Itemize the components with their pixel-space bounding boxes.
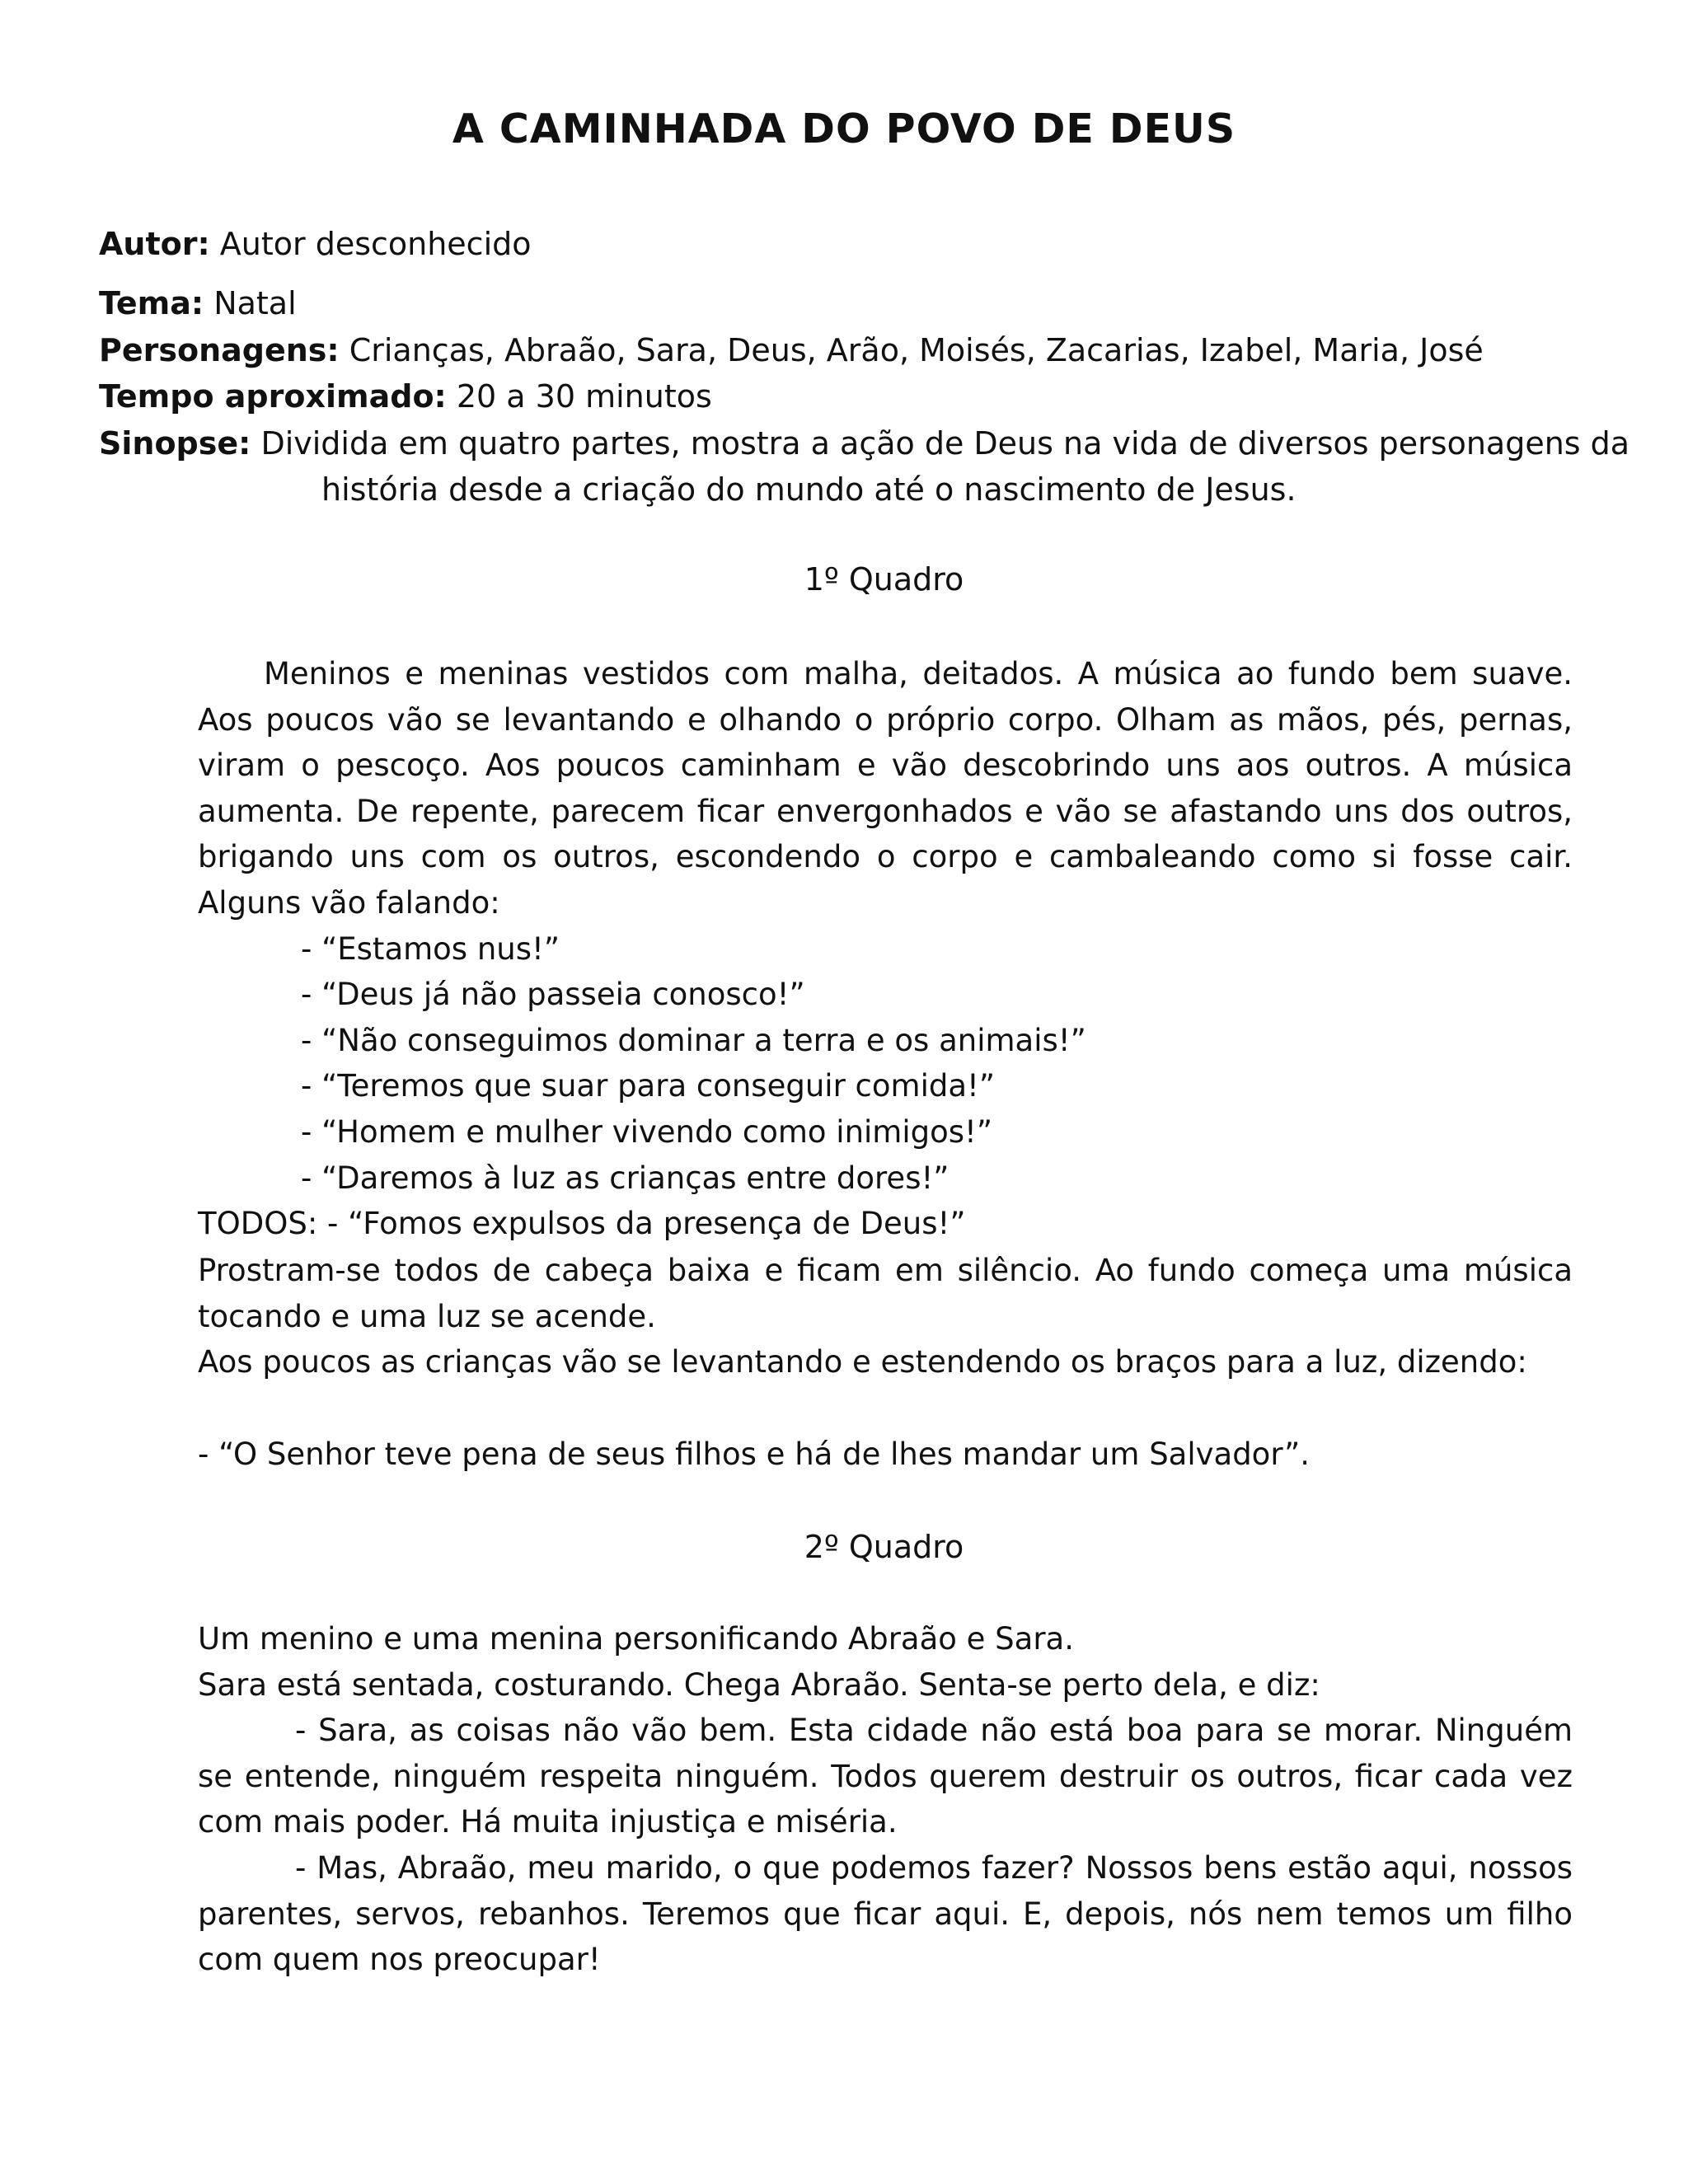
quadro-1-closing: [198, 1248, 1573, 1385]
autor-label: Autor:: [99, 226, 210, 262]
senhor-line-block: [198, 1432, 1573, 1478]
meta-autor: [99, 221, 1582, 267]
sinopse-line-1: Dividida em quatro partes, mostra a ação de Deus na vida de diversos personagens da: [260, 425, 1630, 462]
personagens-value: Crianças, Abraão, Sara, Deus, Arão, Moisés, Zacarias, Izabel, Maria, José: [349, 332, 1484, 368]
dialogue-line: - “Daremos à luz as crianças entre dores!”: [301, 1160, 950, 1196]
sinopse-line-2: história desde a criação do mundo até o nascimento de Jesus.: [321, 471, 1296, 508]
quadro-2-line-2: Sara está sentada, costurando. Chega Abraão. Senta-se perto dela, e diz:: [198, 1666, 1320, 1703]
meta-sinopse: [99, 420, 1630, 508]
quadro-2-line-1: Um menino e uma menina personificando Abraão e Sara.: [198, 1621, 1074, 1657]
quadro-1-heading: 1º Quadro: [804, 561, 964, 598]
dialogue-line: - “Teremos que suar para conseguir comida!”: [301, 1068, 996, 1104]
quadro-2-body: [198, 1616, 1573, 1983]
meta-personagens: [99, 327, 1582, 373]
prostram-paragraph: Prostram-se todos de cabeça baixa e ficam em silêncio. Ao fundo começa uma música tocando e uma luz se acende.: [198, 1253, 1573, 1334]
senhor-line: - “O Senhor teve pena de seus filhos e há de lhes mandar um Salvador”.: [198, 1436, 1311, 1472]
speech-abraao: - Sara, as coisas não vão bem. Esta cidade não está boa para se morar. Ninguém se entende, ninguém respeita ninguém. Todos querem destruir os outros, ficar cada vez com mais poder. Há muita injustiça e miséria.: [198, 1713, 1573, 1840]
quadro-1-body: [198, 651, 1573, 1247]
dialogue-line: - “Deus já não passeia conosco!”: [301, 977, 805, 1013]
speech-sara: - Mas, Abraão, meu marido, o que podemos fazer? Nossos bens estão aqui, nossos parentes, servos, rebanhos. Teremos que ficar aqui. E, depois, nós nem temos um filho com quem nos preocupar!: [198, 1849, 1573, 1978]
sinopse-label: Sinopse:: [99, 425, 251, 462]
tema-label: Tema:: [99, 285, 204, 321]
quadro-1-paragraph: Meninos e meninas vestidos com malha, deitados. A música ao fundo bem suave. Aos poucos vão se levantando e olhando o próprio corpo. Olham as mãos, pés, pernas, viram o pescoço. Aos poucos caminham e vão descobrindo uns aos outros. A música aumenta. De repente, parecem ficar envergonhados e vão se afastando uns dos outros, brigando uns com os outros, escondendo o corpo e cambaleando como si fosse cair. Alguns vão falando:: [198, 656, 1573, 921]
todos-line: TODOS: - “Fomos expulsos da presença de Deus!”: [198, 1206, 966, 1242]
personagens-label: Personagens:: [99, 332, 340, 368]
autor-value: Autor desconhecido: [219, 226, 532, 262]
document-title: A CAMINHADA DO POVO DE DEUS: [452, 105, 1236, 152]
meta-tempo: [99, 373, 1582, 419]
tempo-value: 20 a 30 minutos: [456, 378, 712, 415]
dialogue-line: - “Homem e mulher vivendo como inimigos!”: [301, 1113, 993, 1150]
dialogue-line: - “Não conseguimos dominar a terra e os animais!”: [301, 1022, 1086, 1058]
dialogue-line: - “Estamos nus!”: [301, 930, 560, 967]
tema-value: Natal: [213, 285, 297, 321]
meta-tema: [99, 280, 1582, 326]
tempo-label: Tempo aproximado:: [99, 378, 447, 415]
quadro-2-heading: 2º Quadro: [804, 1529, 964, 1565]
aos-poucos-line: Aos poucos as crianças vão se levantando e estendendo os braços para a luz, dizendo:: [198, 1344, 1527, 1380]
